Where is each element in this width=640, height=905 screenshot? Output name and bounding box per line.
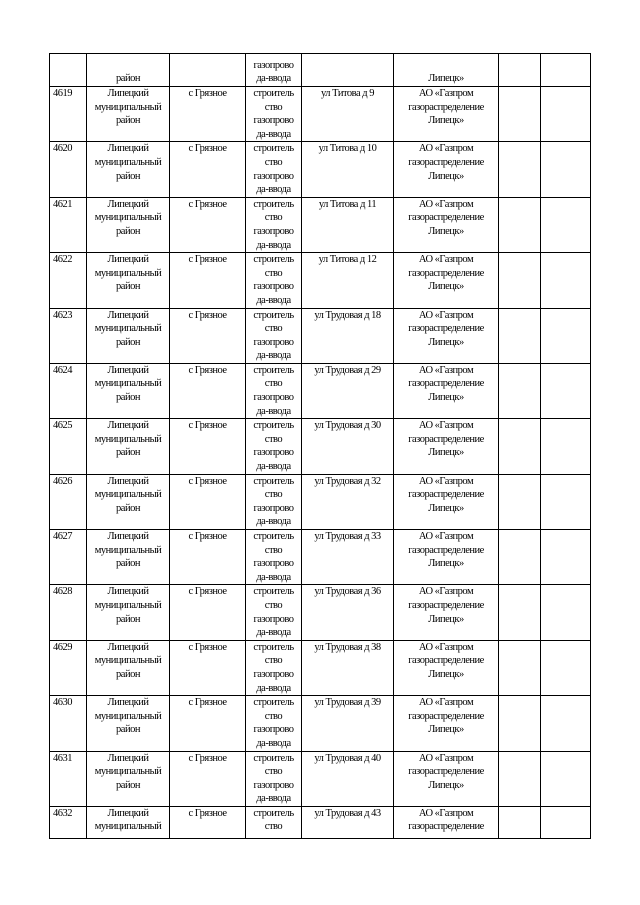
cell-empty [499,253,541,308]
cell-district: Липецкий муниципальный район [87,474,170,529]
table-row [50,751,591,806]
cell-work: строитель ство газопрово да-ввода [246,142,302,197]
table-row [50,363,591,418]
cell-locality [170,54,246,87]
cell-locality: с Грязное [170,696,246,751]
cell-empty [541,474,591,529]
cell-organization: АО «Газпром газораспределение Липецк» [394,142,499,197]
table-row [50,87,591,142]
cell-address: ул Трудовая д 40 [302,751,394,806]
cell-empty [541,751,591,806]
cell-district: Липецкий муниципальный район [87,87,170,142]
cell-organization: АО «Газпром газораспределение Липецк» [394,87,499,142]
table-row [50,530,591,585]
table-row [50,419,591,474]
cell-number: 4628 [50,585,87,640]
table-row [50,696,591,751]
table-row [50,142,591,197]
cell-organization: АО «Газпром газораспределение Липецк» [394,696,499,751]
cell-empty [541,806,591,838]
cell-empty [541,308,591,363]
cell-number: 4632 [50,806,87,838]
cell-empty [541,640,591,695]
cell-number: 4622 [50,253,87,308]
cell-empty [541,197,591,252]
cell-address: ул Титова д 11 [302,197,394,252]
cell-empty [541,363,591,418]
cell-empty [541,585,591,640]
cell-district: Липецкий муниципальный район [87,142,170,197]
cell-empty [499,640,541,695]
cell-locality: с Грязное [170,751,246,806]
cell-address: ул Титова д 12 [302,253,394,308]
cell-district: Липецкий муниципальный район [87,751,170,806]
cell-number: 4619 [50,87,87,142]
cell-locality: с Грязное [170,474,246,529]
cell-empty [499,363,541,418]
cell-locality: с Грязное [170,197,246,252]
cell-district: Липецкий муниципальный район [87,640,170,695]
cell-number: 4624 [50,363,87,418]
cell-empty [499,585,541,640]
cell-district: Липецкий муниципальный район [87,197,170,252]
table-row [50,585,591,640]
cell-address: ул Трудовая д 32 [302,474,394,529]
cell-organization: АО «Газпром газораспределение Липецк» [394,308,499,363]
table-row [50,54,591,87]
cell-number: 4630 [50,696,87,751]
cell-empty [541,142,591,197]
cell-empty [541,54,591,87]
cell-empty [499,806,541,838]
cell-empty [499,696,541,751]
cell-empty [541,87,591,142]
cell-address: ул Трудовая д 30 [302,419,394,474]
table-row [50,640,591,695]
cell-address: ул Трудовая д 18 [302,308,394,363]
cell-empty [499,474,541,529]
cell-organization: АО «Газпром газораспределение Липецк» [394,640,499,695]
cell-work: строитель ство газопрово да-ввода [246,308,302,363]
cell-locality: с Грязное [170,308,246,363]
cell-work: строитель ство газопрово да-ввода [246,363,302,418]
cell-organization: АО «Газпром газораспределение Липецк» [394,197,499,252]
cell-empty [499,419,541,474]
cell-number: 4627 [50,530,87,585]
cell-number: 4626 [50,474,87,529]
cell-empty [499,530,541,585]
cell-address: ул Титова д 9 [302,87,394,142]
cell-organization: Липецк» [394,54,499,87]
cell-locality: с Грязное [170,806,246,838]
table-row [50,806,591,838]
cell-district: Липецкий муниципальный район [87,363,170,418]
cell-locality: с Грязное [170,640,246,695]
cell-work: строитель ство газопрово да-ввода [246,640,302,695]
cell-empty [499,308,541,363]
cell-empty [499,87,541,142]
cell-empty [499,142,541,197]
cell-empty [499,54,541,87]
cell-district: Липецкий муниципальный [87,806,170,838]
cell-number: 4623 [50,308,87,363]
cell-work: строитель ство газопрово да-ввода [246,197,302,252]
cell-organization: АО «Газпром газораспределение Липецк» [394,530,499,585]
cell-locality: с Грязное [170,142,246,197]
cell-district: Липецкий муниципальный район [87,530,170,585]
cell-address: ул Титова д 10 [302,142,394,197]
cell-work: строитель ство газопрово да-ввода [246,751,302,806]
cell-locality: с Грязное [170,530,246,585]
cell-empty [499,751,541,806]
cell-address: ул Трудовая д 43 [302,806,394,838]
table-row [50,474,591,529]
cell-organization: АО «Газпром газораспределение Липецк» [394,363,499,418]
cell-locality: с Грязное [170,363,246,418]
cell-number: 4621 [50,197,87,252]
table-row [50,197,591,252]
cell-work: строитель ство газопрово да-ввода [246,474,302,529]
cell-district: Липецкий муниципальный район [87,253,170,308]
cell-empty [541,253,591,308]
registry-table [49,53,591,839]
cell-address: ул Трудовая д 38 [302,640,394,695]
cell-district: Липецкий муниципальный район [87,419,170,474]
cell-address [302,54,394,87]
cell-number: 4620 [50,142,87,197]
cell-district: Липецкий муниципальный район [87,696,170,751]
cell-empty [499,197,541,252]
cell-work: газопрово да-ввода [246,54,302,87]
cell-district: район [87,54,170,87]
cell-organization: АО «Газпром газораспределение Липецк» [394,585,499,640]
table-row [50,308,591,363]
cell-number [50,54,87,87]
cell-work: строитель ство газопрово да-ввода [246,253,302,308]
cell-empty [541,419,591,474]
cell-work: строитель ство газопрово да-ввода [246,87,302,142]
cell-locality: с Грязное [170,87,246,142]
cell-organization: АО «Газпром газораспределение Липецк» [394,474,499,529]
cell-empty [541,530,591,585]
cell-locality: с Грязное [170,419,246,474]
cell-number: 4631 [50,751,87,806]
cell-district: Липецкий муниципальный район [87,585,170,640]
cell-district: Липецкий муниципальный район [87,308,170,363]
cell-organization: АО «Газпром газораспределение Липецк» [394,419,499,474]
cell-number: 4625 [50,419,87,474]
cell-work: строитель ство газопрово да-ввода [246,530,302,585]
cell-organization: АО «Газпром газораспределение Липецк» [394,751,499,806]
cell-number: 4629 [50,640,87,695]
cell-address: ул Трудовая д 36 [302,585,394,640]
cell-work: строитель ство [246,806,302,838]
cell-locality: с Грязное [170,585,246,640]
cell-address: ул Трудовая д 29 [302,363,394,418]
cell-address: ул Трудовая д 39 [302,696,394,751]
cell-organization: АО «Газпром газораспределение [394,806,499,838]
cell-work: строитель ство газопрово да-ввода [246,419,302,474]
cell-organization: АО «Газпром газораспределение Липецк» [394,253,499,308]
cell-locality: с Грязное [170,253,246,308]
cell-address: ул Трудовая д 33 [302,530,394,585]
cell-work: строитель ство газопрово да-ввода [246,585,302,640]
table-row [50,253,591,308]
cell-work: строитель ство газопрово да-ввода [246,696,302,751]
cell-empty [541,696,591,751]
